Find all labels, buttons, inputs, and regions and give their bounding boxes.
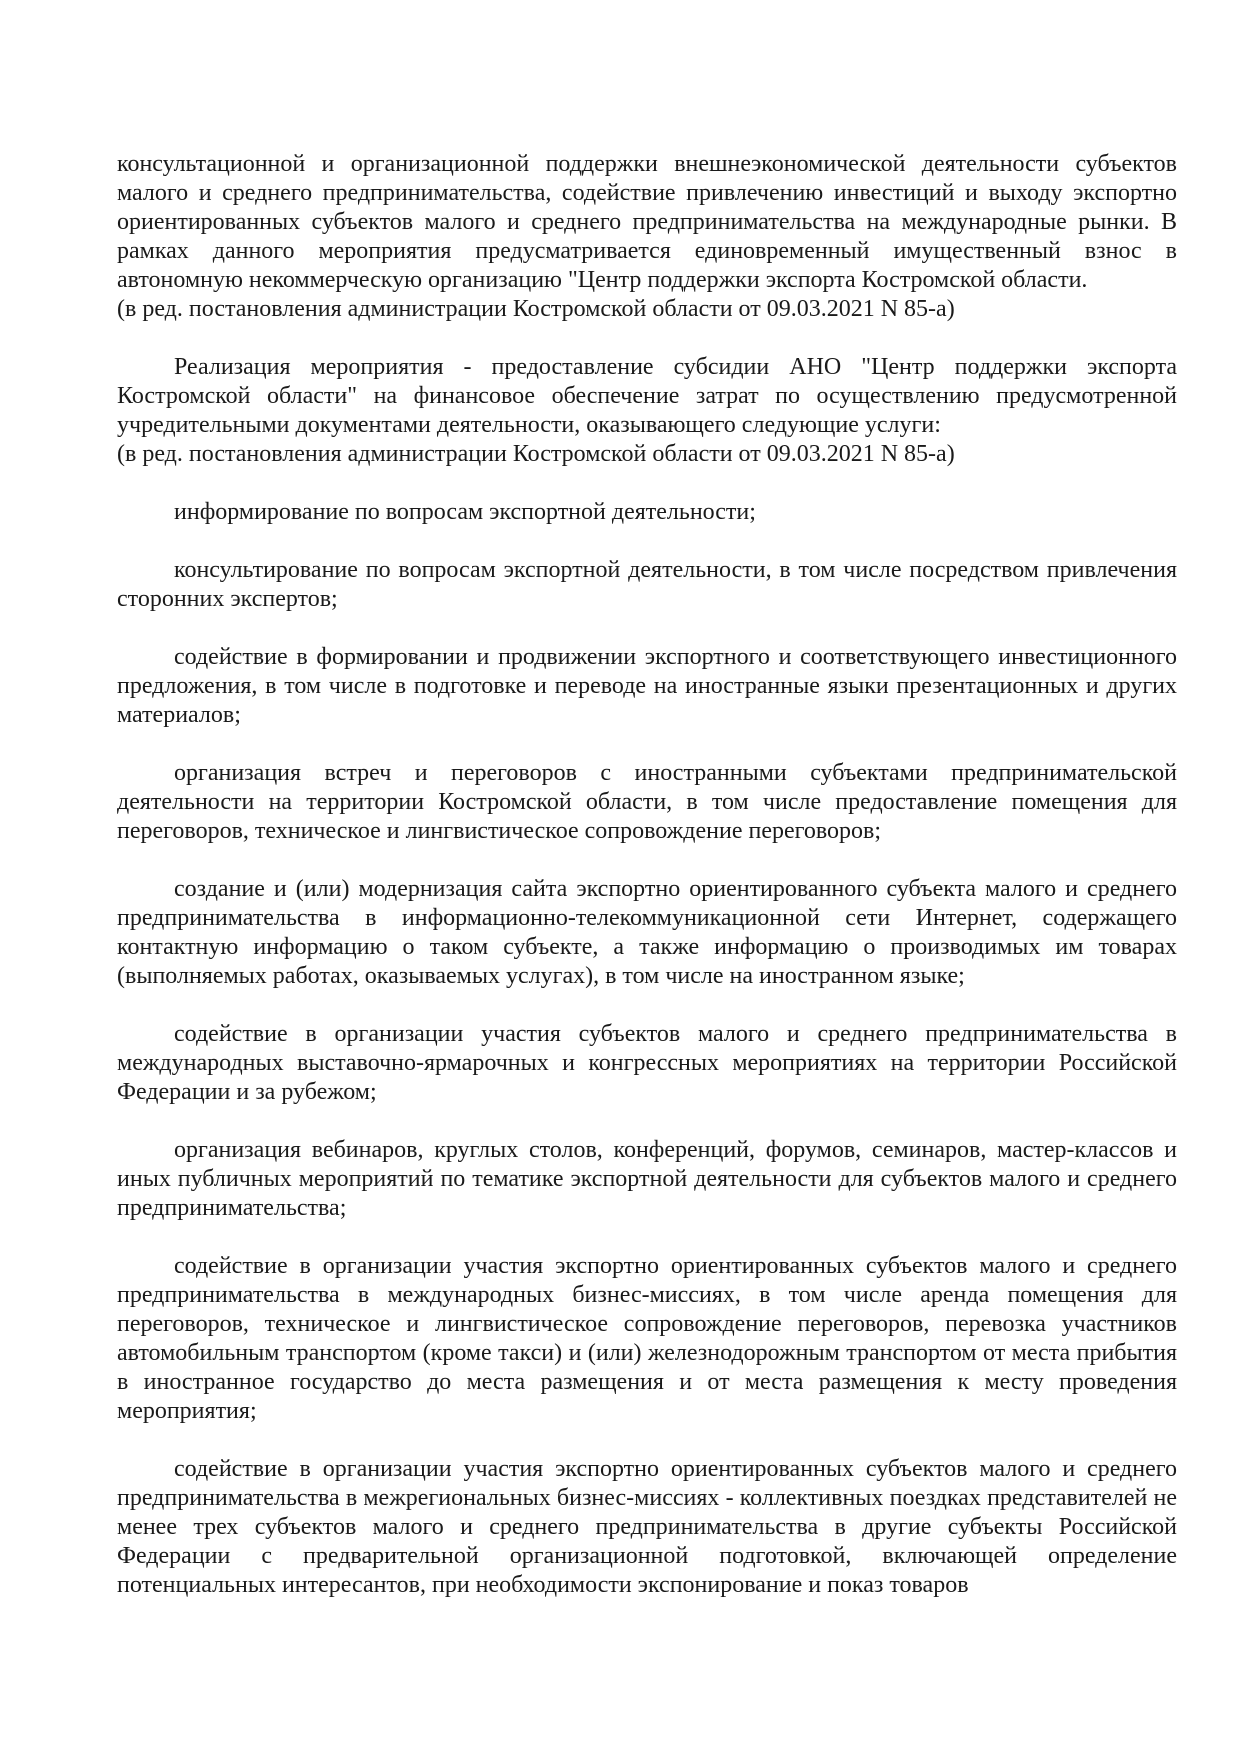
list-item-webinars: организация вебинаров, круглых столов, конференций, форумов, семинаров, мастер-классов и иных публичных мероприятий по тематике экспортной деятельности для субъектов малого и среднего предпринимательства; — [117, 1137, 1177, 1221]
list-item-interregional-missions: содействие в организации участия экспортно ориентированных субъектов малого и среднего предпринимательства в межрегиональных бизнес-миссиях - коллективных поездках представителей не менее трех субъектов малого и среднего предпринимательства в другие субъекты Российской Федерации с предварительной организационной подготовкой, включающей определение потенциальных интересантов, при необходимости экспонирование и показ товаров — [117, 1456, 1177, 1598]
paragraph-export-support-intro: консультационной и организационной поддержки внешнеэкономической деятельности субъектов малого и среднего предпринимательства, содействие привлечению инвестиций и выходу экспортно ориентированных субъектов малого и среднего предпринимательства на международные рынки. В рамках данного мероприятия предусматривается единовременный имущественный взнос в автономную некоммерческую организацию "Центр поддержки экспорта Костромской области. — [117, 151, 1177, 293]
paragraph-subsidy-implementation: Реализация мероприятия - предоставление субсидии АНО "Центр поддержки экспорта Костромской области" на финансовое обеспечение затрат по осуществлению предусмотренной учредительными документами деятельности, оказывающего следующие услуги: — [117, 354, 1177, 438]
list-item-consulting: консультирование по вопросам экспортной деятельности, в том числе посредством привлечения сторонних экспертов; — [117, 557, 1177, 612]
list-item-investment-proposal: содействие в формировании и продвижении экспортного и соответствующего инвестиционного предложения, в том числе в подготовке и переводе на иностранные языки презентационных и других материалов; — [117, 644, 1177, 728]
list-item-international-missions: содействие в организации участия экспортно ориентированных субъектов малого и среднего предпринимательства в международных бизнес-миссиях, в том числе аренда помещения для переговоров, техническое и лингвистическое сопровождение переговоров, перевозка участников автомобильным транспортом (кроме такси) и (или) железнодорожным транспортом от места прибытия в иностранное государство до места размещения и от места размещения к месту проведения мероприятия; — [117, 1253, 1177, 1424]
list-item-meetings-negotiations: организация встреч и переговоров с иностранными субъектами предпринимательской деятельности на территории Костромской области, в том числе предоставление помещения для переговоров, техническое и лингвистическое сопровождение переговоров; — [117, 760, 1177, 844]
document-body — [117, 150, 1177, 1600]
amendment-note: (в ред. постановления администрации Костромской области от 09.03.2021 N 85-а) — [117, 296, 955, 322]
amendment-note: (в ред. постановления администрации Костромской области от 09.03.2021 N 85-а) — [117, 441, 955, 467]
list-item-website: создание и (или) модернизация сайта экспортно ориентированного субъекта малого и среднего предпринимательства в информационно-телекоммуникационной сети Интернет, содержащего контактную информацию о таком субъекте, а также информацию о производимых им товарах (выполняемых работах, оказываемых услугах), в том числе на иностранном языке; — [117, 876, 1177, 989]
list-item-exhibitions: содействие в организации участия субъектов малого и среднего предпринимательства в международных выставочно-ярмарочных и конгрессных мероприятиях на территории Российской Федерации и за рубежом; — [117, 1021, 1177, 1105]
list-item-informing: информирование по вопросам экспортной деятельности; — [174, 499, 756, 525]
